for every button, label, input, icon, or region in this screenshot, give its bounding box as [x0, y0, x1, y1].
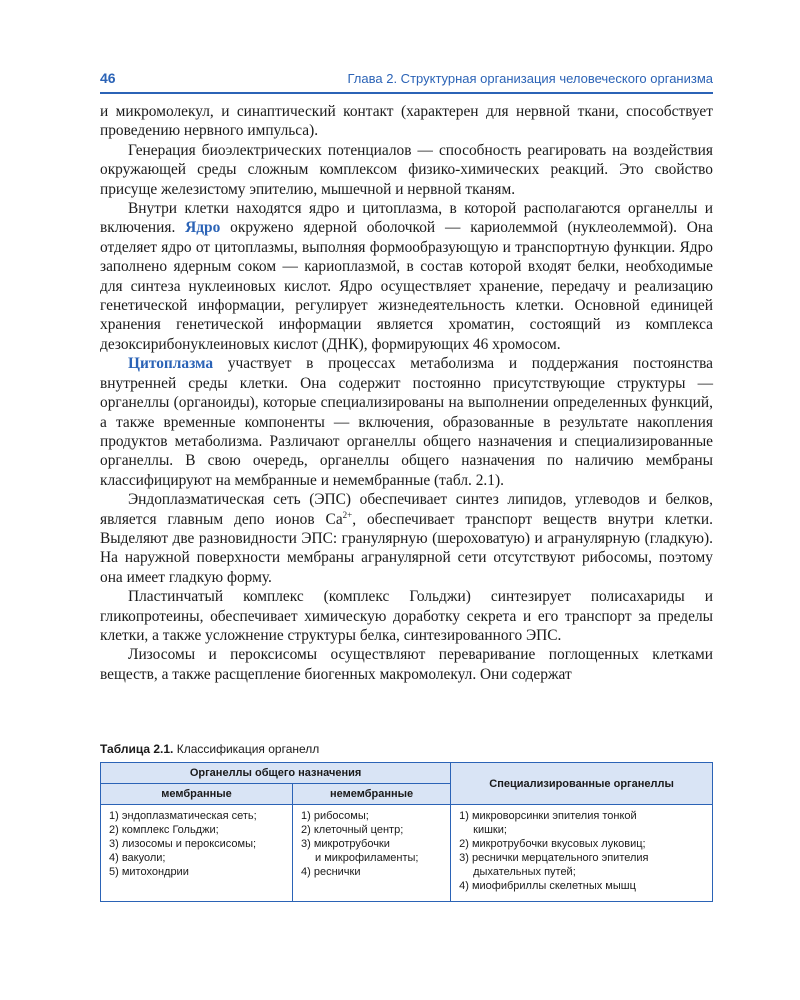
organelle-table: [100, 762, 713, 902]
paragraph-5-start: Эндоплазматическая сеть (ЭПС) обеспечивает синтез липидов, углеводов и белков, является главным депо ионов Ca: [100, 491, 713, 528]
list-item: дыхательных путей;: [473, 866, 576, 878]
list-item: 2) микротрубочки вкусовых луковиц;: [459, 838, 646, 850]
header-membrane: мембранные: [101, 784, 293, 805]
specialized-list: [451, 805, 713, 902]
list-item: 5) митохондрии: [109, 866, 189, 878]
paragraph-4-rest: участвует в процессах метаболизма и поддержания постоянства внутренней среды клетки. Она содержит постоянно присутствующие структуры — органеллы (органоиды), которые специализированы на выполнении определенных функций, а также временные компоненты — включения, образованные в результате накопления продуктов метаболизма. Различают органеллы общего назначения и специализированные органеллы. В свою очередь, органеллы общего назначения по наличию мембраны классифицируют на мембранные и немембранные (табл. 2.1).: [100, 355, 713, 489]
paragraph-5: [100, 490, 713, 587]
list-item: 3) лизосомы и пероксисомы;: [109, 838, 257, 850]
header-nonmembrane: немембранные: [293, 784, 451, 805]
paragraph-6: Пластинчатый комплекс (комплекс Гольджи) синтезирует полисахариды и гликопротеины, обеспечивает химическую доработку секрета и его транспорт за пределы клетки, а также усложнение структуры белка, синтезированного ЭПС.: [100, 588, 713, 644]
paragraph-3-start: Внутри клетки находятся ядро и цитоплазма, в которой располагаются органеллы и включения.: [100, 200, 713, 237]
list-item: 2) комплекс Гольджи;: [109, 824, 219, 836]
ion-charge: 2+: [342, 509, 353, 520]
paragraph-5-rest: , обеспечивает транспорт веществ внутри клетки. Выделяют две разновидности ЭПС: гранулярную (шероховатую) и агранулярную (гладкую). На наружной поверхности мембраны агранулярной сети отсутствуют рибосомы, поэтому она имеет гладкую форму.: [100, 510, 713, 586]
paragraph-4: [100, 354, 713, 490]
table-caption: [100, 742, 319, 756]
header-specialized-organelles: Специализированные органеллы: [451, 763, 713, 805]
paragraph-3: [100, 199, 713, 354]
list-item: 2) клеточный центр;: [301, 824, 404, 836]
paragraph-3-rest: окружено ядерной оболочкой — кариолеммой (нуклеолеммой). Она отделяет ядро от цитоплазмы, выполняя формообразующую и транспортную функции. Ядро заполнено ядерным соком — кариоплазмой, в состав которой входят белки, необходимые для синтеза нуклеиновых кислот. Ядро осуществляет хранение, передачу и реализацию генетической информации, регулирует жизнедеятельность клетки. Основной единицей хранения генетической информации является хроматин, состоящий из комплекса дезоксирибонуклеиновых кислот (ДНК), формирующих 46 хромосом.: [100, 219, 713, 353]
header-general-organelles: Органеллы общего назначения: [101, 763, 451, 784]
membrane-list: [101, 805, 293, 902]
paragraph-7: Лизосомы и пероксисомы осуществляют переваривание поглощенных клетками веществ, а также расщепление биогенных макромолекул. Они содержат: [100, 646, 713, 683]
list-item: 3) реснички мерцательного эпителия: [459, 852, 649, 864]
term-cytoplasm: Цитоплазма: [128, 355, 214, 373]
list-item: 1) эндоплазматическая сеть;: [109, 810, 257, 822]
list-item: 3) микротрубочки: [301, 838, 390, 850]
list-item: 4) реснички: [301, 866, 361, 878]
list-item: кишки;: [473, 824, 507, 836]
table-caption-label: Таблица 2.1.: [100, 742, 174, 756]
list-item: 4) вакуоли;: [109, 852, 166, 864]
term-nucleus: Ядро: [185, 219, 221, 237]
list-item: 1) микроворсинки эпителия тонкой: [459, 810, 637, 822]
page-header: [100, 70, 713, 94]
list-item: 4) миофибриллы скелетных мышц: [459, 880, 636, 892]
list-item: 1) рибосомы;: [301, 810, 369, 822]
table-caption-text: Классификация органелл: [173, 742, 320, 756]
paragraph-1: и микромолекул, и синаптический контакт (характерен для нервной ткани, способствует проведению нервного импульса).: [100, 103, 713, 140]
body-text: [100, 102, 713, 684]
paragraph-2: Генерация биоэлектрических потенциалов — способность реагировать на воздействия окружающей среды сложным комплексом физико-химических реакций. Это свойство присуще железистому эпителию, мышечной и нервной тканям.: [100, 141, 713, 198]
list-item: и микрофиламенты;: [315, 852, 419, 864]
nonmembrane-list: [293, 805, 451, 902]
page-number: 46: [100, 70, 116, 86]
chapter-title: Глава 2. Структурная организация человеческого организма: [347, 71, 713, 86]
